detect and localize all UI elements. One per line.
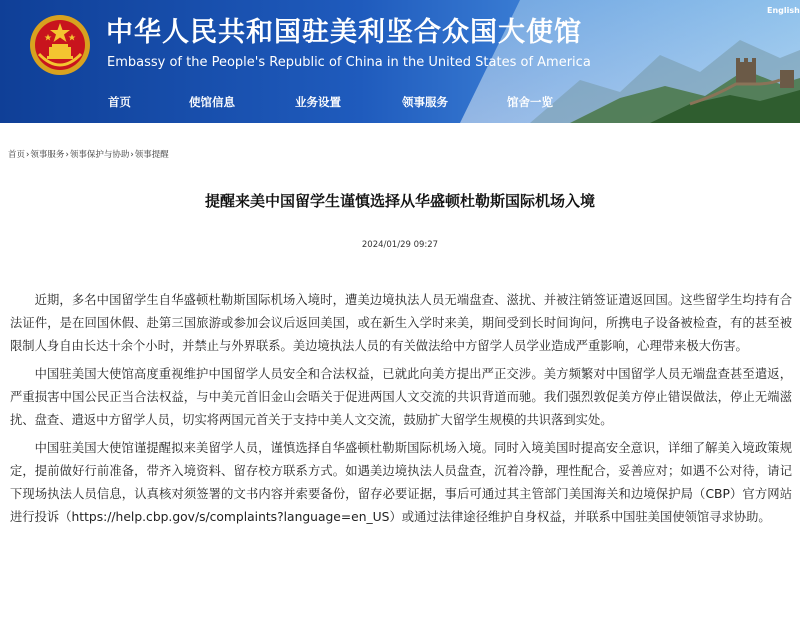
nav-item-consular[interactable]: 领事服务 xyxy=(402,95,448,109)
article-paragraph: 近期，多名中国留学生自华盛顿杜勒斯国际机场入境时，遭美边境执法人员无端盘查、滋扰、并被注销签证遣返回国。这些留学生均持有合法证件，是在回国休假、赴第三国旅游或参加会议后返回美国，或在新生入学时来美，期间受到长时间询问，所携电子设备被检查，有的甚至被限制人身自由长达十余个小时，并禁止与外界联系。美边境执法人员的有关做法给中方留学人员学业造成严重影响，心理带来极大伤害。 xyxy=(10,293,792,353)
breadcrumb-consular-protection[interactable]: 领事保护与协助 xyxy=(69,150,130,160)
nav-item-business[interactable]: 业务设置 xyxy=(295,95,341,109)
article-paragraph: 中国驻美国大使馆高度重视维护中国留学人员安全和合法权益，已就此向美方提出严正交涉。美方频繁对中国留学人员无端盘查甚至遣返，严重损害中国公民正当合法权益，与中美元首旧金山会晤关于促进两国人文交流的共识背道而驰。我们强烈敦促美方停止错误做法，停止无端滋扰、盘查、遣返中方留学人员，切实将两国元首关于支持中美人文交流，鼓励扩大留学生规模的共识落到实处。 xyxy=(10,367,792,427)
breadcrumb xyxy=(8,148,169,160)
breadcrumb-separator: › xyxy=(130,150,134,160)
national-emblem-icon xyxy=(29,14,91,76)
article-paragraph: 中国驻美国大使馆谨提醒拟来美留学人员，谨慎选择自华盛顿杜勒斯国际机场入境。同时入境美国时提高安全意识，详细了解美入境政策规定，提前做好行前准备，带齐入境资料、留存校方联系方式。如遇美边境执法人员盘查，沉着冷静，理性配合，妥善应对；如遇不公对待，请记下现场执法人员信息，认真核对须签署的文书内容并索要备份，留存必要证据，事后可通过其主管部门美国海关和边境保护局（CBP）官方网站进行投诉（https://help.cbp.gov/s/complaints?language=en_US）或通过法律途径维护自身权益，并联系中国驻美国使领馆寻求协助。 xyxy=(10,441,792,524)
breadcrumb-separator: › xyxy=(65,150,69,160)
site-title-chinese: 中华人民共和国驻美利坚合众国大使馆 xyxy=(106,17,582,48)
breadcrumb-consular-service[interactable]: 领事服务 xyxy=(30,150,65,160)
article-date: 2024/01/29 09:27 xyxy=(361,240,439,250)
breadcrumb-separator: › xyxy=(26,150,30,160)
header-banner xyxy=(0,0,800,123)
breadcrumb-home[interactable]: 首页 xyxy=(8,150,26,160)
nav-item-home[interactable]: 首页 xyxy=(108,95,131,109)
site-title-english: Embassy of the People's Republic of China in the United States of America xyxy=(107,55,591,70)
article-body xyxy=(10,289,792,534)
main-nav xyxy=(0,89,800,117)
english-language-link[interactable]: English xyxy=(767,6,800,15)
nav-item-premises[interactable]: 馆舍一览 xyxy=(507,95,553,109)
nav-item-embassy-info[interactable]: 使馆信息 xyxy=(189,95,235,109)
article-title: 提醒来美中国留学生谨慎选择从华盛顿杜勒斯国际机场入境 xyxy=(204,192,595,210)
breadcrumb-consular-reminder[interactable]: 领事提醒 xyxy=(134,150,169,160)
